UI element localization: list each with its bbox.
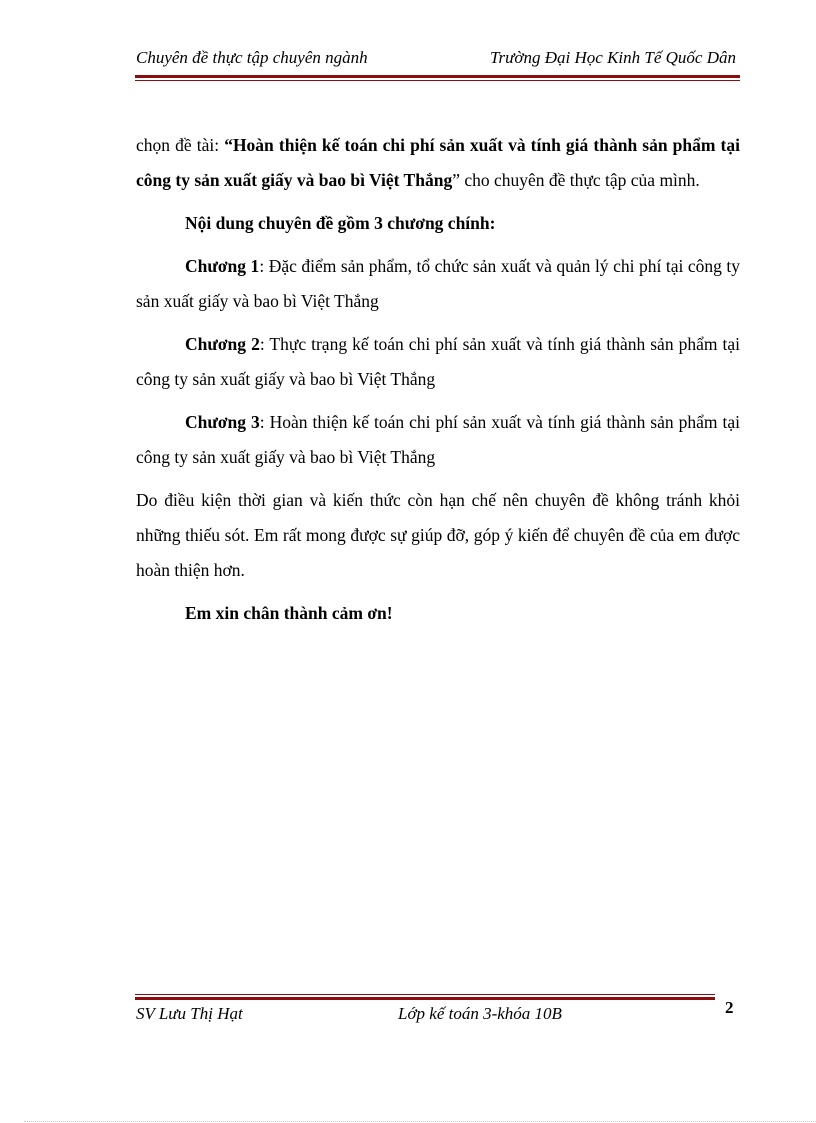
topic-lead: chọn đề tài: <box>136 135 225 155</box>
header-rule-thick <box>135 75 740 78</box>
chapter-2-label: Chương 2 <box>185 334 260 354</box>
chapter-3-label: Chương 3 <box>185 412 260 432</box>
paragraph-limitations: Do điều kiện thời gian và kiến thức còn hạn chế nên chuyên đề không tránh khỏi những thiếu sót. Em rất mong được sự giúp đỡ, góp ý kiến để chuyên đề của em được hoàn thiện hơn. <box>136 490 740 580</box>
page-edge-divider <box>24 1121 816 1122</box>
footer-class: Lớp kế toán 3-khóa 10B <box>398 1004 562 1023</box>
footer-rule-thin <box>135 994 715 995</box>
outline-heading: Nội dung chuyên đề gồm 3 chương chính: <box>185 213 496 233</box>
thanks-text: Em xin chân thành cảm ơn! <box>185 603 393 623</box>
document-body <box>136 128 740 639</box>
page-number: 2 <box>725 998 734 1017</box>
chapter-2-text: : Thực trạng kế toán chi phí sản xuất và tính giá thành sản phẩm tại công ty sản xuất giấy và bao bì Việt Thắng <box>136 334 740 389</box>
page-header <box>136 48 740 72</box>
topic-title: “Hoàn thiện kế toán chi phí sản xuất và tính giá thành sản phẩm tại công ty sản xuất giấy và bao bì Việt Thắng <box>136 135 740 190</box>
footer-student: SV Lưu Thị Hạt <box>136 1004 243 1023</box>
header-university: Trường Đại Học Kinh Tế Quốc Dân <box>490 48 736 67</box>
paragraph-thanks <box>136 596 740 631</box>
paragraph-chapter-3 <box>136 405 740 475</box>
chapter-1-text: : Đặc điểm sản phẩm, tổ chức sản xuất và quản lý chi phí tại công ty sản xuất giấy và bao bì Việt Thắng <box>136 256 740 311</box>
footer-rule-thick <box>135 997 715 1000</box>
topic-tail: ” cho chuyên đề thực tập của mình. <box>452 170 700 190</box>
paragraph-outline <box>136 206 740 241</box>
header-rule-thin <box>135 80 740 81</box>
header-course-title: Chuyên đề thực tập chuyên ngành <box>136 48 368 67</box>
chapter-3-text: : Hoàn thiện kế toán chi phí sản xuất và tính giá thành sản phẩm tại công ty sản xuất giấy và bao bì Việt Thắng <box>136 412 740 467</box>
paragraph-topic <box>136 128 740 198</box>
paragraph-chapter-1 <box>136 249 740 319</box>
paragraph-chapter-2 <box>136 327 740 397</box>
chapter-1-label: Chương 1 <box>185 256 260 276</box>
page-footer <box>136 1004 716 1028</box>
